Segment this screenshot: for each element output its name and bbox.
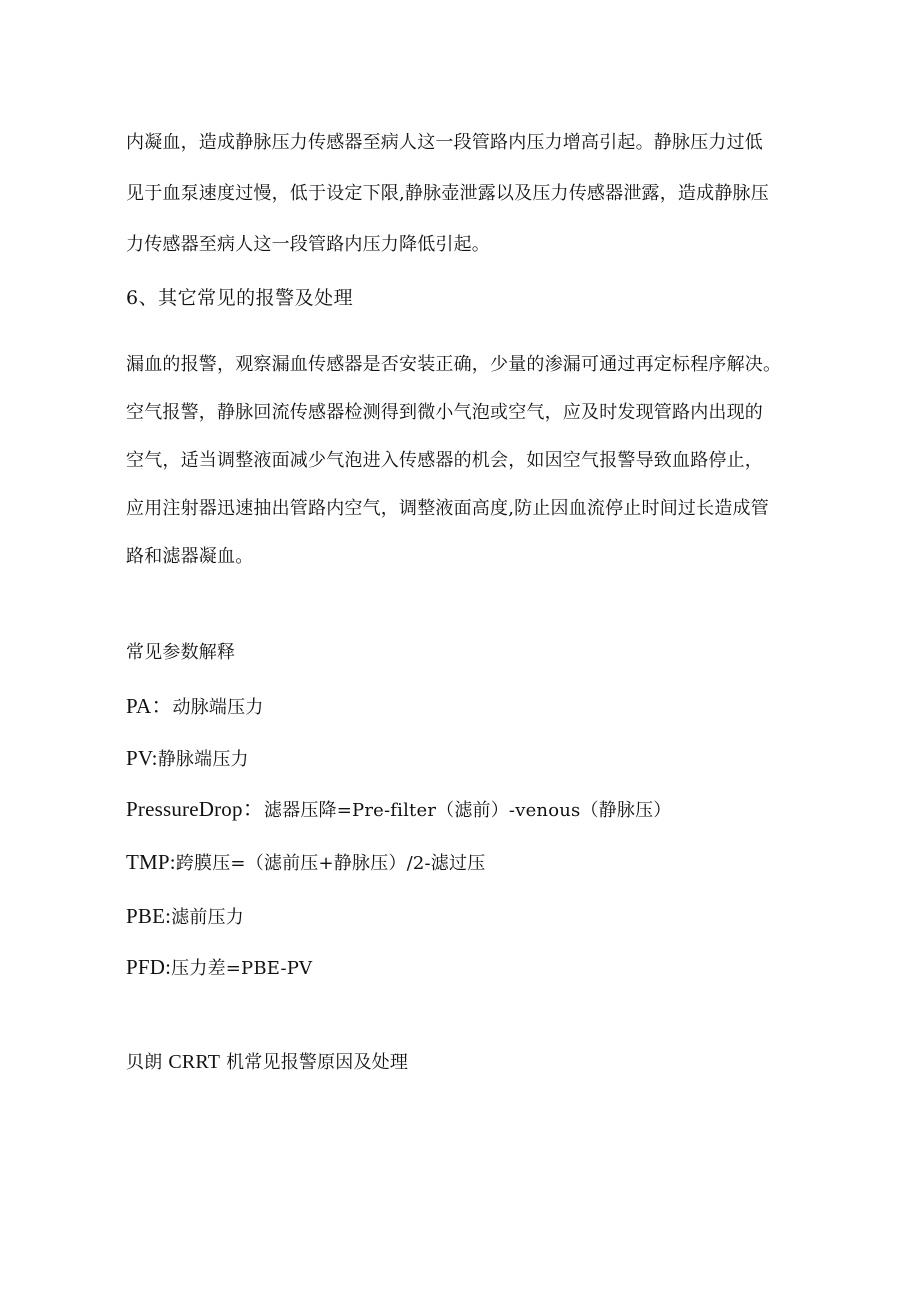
paragraph-line: 见于血泵速度过慢，低于设定下限,静脉壶泄露以及压力传感器泄露，造成静脉压	[126, 183, 769, 204]
section-title-prefix: 贝朗	[126, 1052, 163, 1073]
section-title-brand: CRRT	[168, 1051, 221, 1073]
paragraph-line: 应用注射器迅速抽出管路内空气，调整液面高度,防止因血流停止时间过长造成管	[126, 498, 769, 519]
param-item	[126, 904, 244, 930]
param-value: 滤器压降=Pre-filter（滤前）-venous（静脉压）	[263, 800, 672, 821]
param-key: PFD:	[126, 955, 172, 979]
params-title: 常见参数解释	[126, 642, 236, 663]
param-item	[126, 955, 312, 981]
param-value: 静脉端压力	[157, 749, 249, 770]
param-item	[126, 850, 485, 876]
param-item	[126, 797, 671, 823]
paragraph-line: 空气，适当调整液面减少气泡进入传感器的机会，如因空气报警导致血路停止，	[126, 450, 763, 471]
paragraph-line: 空气报警，静脉回流传感器检测得到微小气泡或空气，应及时发现管路内出现的	[126, 402, 763, 423]
param-item	[126, 746, 249, 772]
param-key: PA：	[126, 694, 173, 718]
param-key: PV:	[126, 746, 158, 770]
section-title	[126, 1050, 408, 1075]
param-value: 跨膜压=（滤前压+静脉压）/2-滤过压	[175, 853, 486, 874]
paragraph-line: 力传感器至病人这一段管路内压力降低引起。	[126, 234, 490, 255]
param-value: 滤前压力	[171, 907, 244, 928]
param-key: PBE:	[126, 904, 172, 928]
paragraph-line: 路和滤器凝血。	[126, 546, 254, 567]
param-key: TMP:	[126, 850, 176, 874]
param-item	[126, 694, 264, 720]
paragraph-line: 内凝血，造成静脉压力传感器至病人这一段管路内压力增高引起。静脉压力过低	[126, 132, 763, 153]
section-heading: 6、其它常见的报警及处理	[126, 287, 354, 309]
section-title-suffix: 机常见报警原因及处理	[226, 1052, 409, 1073]
param-value: 压力差=PBE-PV	[171, 958, 313, 979]
paragraph-line: 漏血的报警，观察漏血传感器是否安装正确，少量的渗漏可通过再定标程序解决。	[126, 354, 782, 375]
param-value: 动脉端压力	[172, 697, 264, 718]
param-key: PressureDrop：	[126, 797, 264, 821]
